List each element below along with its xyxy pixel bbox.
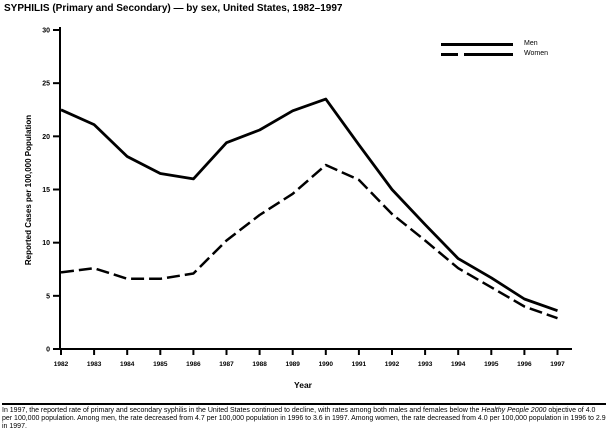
x-tick-label: 1989 [285,361,300,368]
y-tick-label: 10 [42,240,50,248]
y-axis-title: Reported Cases per 100,000 Population [24,114,33,266]
footnote-italic-title: Healthy People 2000 [481,407,547,414]
x-tick-label: 1996 [517,361,532,368]
y-tick-label: 15 [42,187,50,194]
footnote-text-1: In 1997, the reported rate of primary and secondary syphilis in the United States continued to decline, with rates among both males and females below the [2,407,482,414]
men-solid-line-icon [441,42,513,47]
x-tick-label: 1995 [484,361,499,368]
y-tick-label: 5 [46,293,50,301]
x-tick-label: 1990 [318,361,334,368]
x-tick-label: 1991 [351,361,367,368]
legend-item-men [441,40,548,48]
legend-label-men: Men [524,40,538,47]
x-axis-title: Year [294,380,312,390]
x-tick-label: 1988 [252,361,267,368]
x-tick-label: 1984 [119,361,135,368]
y-tick-label: 25 [42,80,50,88]
legend [441,40,548,58]
y-tick-label: 0 [46,346,50,354]
y-tick-label: 30 [42,27,50,35]
footnote-rule [2,403,606,405]
y-tick-label: 20 [42,133,50,141]
x-tick-label: 1994 [450,361,466,368]
legend-item-women [441,50,548,58]
x-tick-label: 1997 [550,361,565,368]
chart-title: SYPHILIS (Primary and Secondary) — by sex, United States, 1982–1997 [4,3,343,14]
x-tick-label: 1986 [186,361,201,368]
x-tick-label: 1992 [384,361,400,368]
footnote [2,407,607,431]
x-tick-label: 1993 [417,361,433,368]
footnote-text-2: objective of 4.0 per 100,000 population. Among men, the rate decreased from 4.7 per 100,000 population in 1996 to 3.6 in 1997. Among women, the rate decreased from 4.0 per 100,000 population in 1996 to 2.9 in 1997. [2,407,606,430]
x-tick-label: 1982 [53,361,69,368]
x-tick-label: 1983 [86,361,102,368]
women-dashed-line-icon [441,52,513,57]
x-tick-label: 1985 [153,361,168,368]
x-tick-label: 1987 [219,361,234,368]
legend-label-women: Women [524,50,548,57]
women-line [61,165,558,318]
